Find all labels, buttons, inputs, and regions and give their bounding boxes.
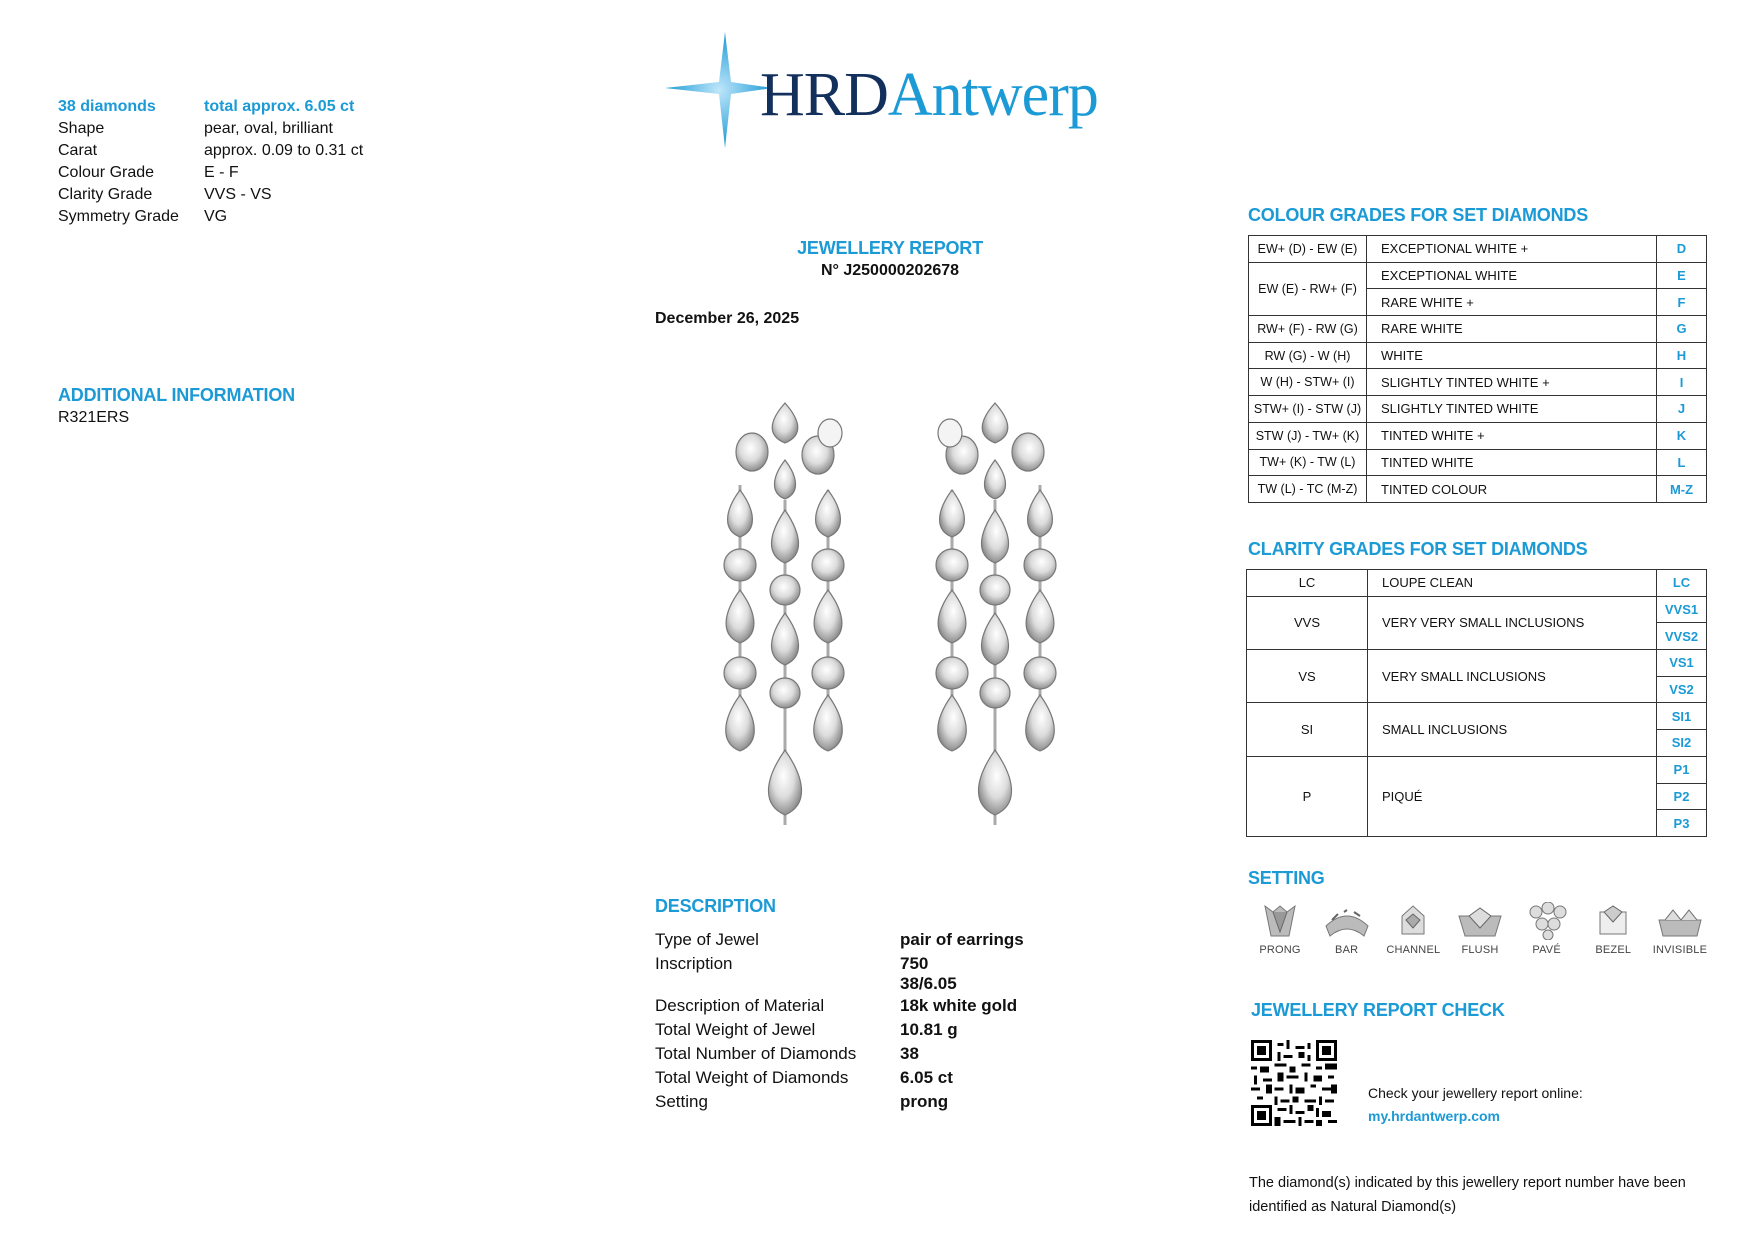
summary-key: Shape [58, 120, 105, 137]
footer-line-1: The diamond(s) indicated by this jewellery report number have been [1249, 1175, 1686, 1191]
logo-antwerp: Antwerp [887, 61, 1098, 129]
description-key: Type of Jewel [655, 930, 759, 949]
colour-name: RARE WHITE + [1367, 289, 1657, 316]
summary-key: Colour Grade [58, 164, 155, 181]
clarity-name: PIQUÉ [1368, 756, 1657, 836]
setting-label: BAR [1335, 944, 1359, 956]
clarity-code: SI2 [1657, 730, 1707, 757]
colour-code: E [1657, 262, 1707, 289]
table-row [1247, 596, 1707, 623]
colour-name: WHITE [1367, 342, 1657, 369]
colour-range: STW (J) - TW+ (K) [1249, 422, 1367, 449]
colour-code: D [1657, 236, 1707, 263]
colour-code: J [1657, 396, 1707, 423]
description-value: 6.05 ct [900, 1068, 953, 1087]
colour-name: TINTED WHITE [1367, 449, 1657, 476]
description-key: Total Weight of Diamonds [655, 1068, 849, 1087]
report-date: December 26, 2025 [655, 310, 800, 327]
summary-row [58, 206, 418, 228]
summary-row [58, 184, 418, 206]
setting-label: INVISIBLE [1652, 944, 1708, 956]
description-value: 38/6.05 [900, 974, 957, 993]
summary-key: Carat [58, 142, 98, 159]
clarity-grades-table [1246, 569, 1707, 837]
description-key: Description of Material [655, 996, 825, 1015]
colour-range: RW+ (F) - RW (G) [1249, 316, 1367, 343]
colour-code: L [1657, 449, 1707, 476]
description-value: prong [900, 1092, 949, 1111]
footer-line-2: identified as Natural Diamond(s) [1249, 1199, 1457, 1215]
logo-hrd: HRD [760, 61, 888, 129]
qr-code-icon[interactable] [1251, 1040, 1337, 1126]
pave-setting-icon [1524, 902, 1570, 940]
clarity-grades-title: CLARITY GRADES FOR SET DIAMONDS [1248, 539, 1588, 559]
table-row [1249, 422, 1707, 449]
colour-range: STW+ (I) - STW (J) [1249, 396, 1367, 423]
description-key [655, 974, 900, 994]
additional-information [58, 385, 295, 427]
setting-flush [1450, 902, 1510, 962]
description-key: Total Number of Diamonds [655, 1044, 857, 1063]
table-row [1247, 650, 1707, 677]
setting-bar [1317, 902, 1377, 962]
table-row [1249, 476, 1707, 503]
summary-value: approx. 0.09 to 0.31 ct [204, 142, 364, 159]
report-check-title: JEWELLERY REPORT CHECK [1251, 1000, 1505, 1020]
description-row [655, 1042, 1075, 1066]
description-row [655, 1066, 1075, 1090]
additional-info-value: R321ERS [58, 409, 130, 426]
table-row [1247, 756, 1707, 783]
clarity-grade: P [1247, 756, 1368, 836]
colour-name: TINTED WHITE + [1367, 422, 1657, 449]
description-row [655, 994, 1075, 1018]
clarity-name: VERY SMALL INCLUSIONS [1368, 650, 1657, 703]
colour-range: W (H) - STW+ (I) [1249, 369, 1367, 396]
bar-setting-icon [1324, 902, 1370, 940]
setting-prong [1250, 902, 1310, 962]
clarity-code: P3 [1657, 810, 1707, 837]
colour-code: M-Z [1657, 476, 1707, 503]
colour-code: G [1657, 316, 1707, 343]
clarity-grade: VVS [1247, 596, 1368, 649]
clarity-code: VS1 [1657, 650, 1707, 677]
summary-value: VVS - VS [204, 186, 272, 203]
clarity-grade: VS [1247, 650, 1368, 703]
setting-label: CHANNEL [1386, 944, 1441, 956]
description-value: 750 [900, 954, 929, 973]
clarity-code: VVS2 [1657, 623, 1707, 650]
description-row [655, 954, 1075, 974]
description-row [655, 928, 1075, 952]
setting-title: SETTING [1248, 868, 1325, 888]
description-row [655, 1018, 1075, 1042]
setting-label: BEZEL [1595, 944, 1632, 956]
colour-name: SLIGHTLY TINTED WHITE [1367, 396, 1657, 423]
bezel-setting-icon [1590, 902, 1636, 940]
summary-value: pear, oval, brilliant [204, 120, 333, 137]
description-key: Inscription [655, 954, 733, 973]
clarity-name: LOUPE CLEAN [1368, 570, 1657, 597]
colour-range: EW+ (D) - EW (E) [1249, 236, 1367, 263]
table-row [1249, 449, 1707, 476]
colour-range: TW+ (K) - TW (L) [1249, 449, 1367, 476]
report-title: JEWELLERY REPORT [797, 238, 983, 258]
setting-label: PAVÉ [1532, 944, 1561, 956]
description-value: 38 [900, 1044, 919, 1063]
table-row [1249, 369, 1707, 396]
hrd-antwerp-logo [665, 30, 1135, 150]
colour-name: RARE WHITE [1367, 316, 1657, 343]
colour-name: TINTED COLOUR [1367, 476, 1657, 503]
table-row [1249, 342, 1707, 369]
earrings-photo [700, 395, 1080, 865]
natural-diamond-statement [1249, 1171, 1719, 1219]
colour-name: EXCEPTIONAL WHITE [1367, 262, 1657, 289]
clarity-code: SI1 [1657, 703, 1707, 730]
description-title: DESCRIPTION [655, 896, 776, 916]
colour-range: EW (E) - RW+ (F) [1249, 262, 1367, 315]
check-url-link[interactable]: my.hrdantwerp.com [1368, 1108, 1500, 1124]
clarity-code: P1 [1657, 756, 1707, 783]
colour-code: H [1657, 342, 1707, 369]
clarity-name: SMALL INCLUSIONS [1368, 703, 1657, 756]
additional-info-title: ADDITIONAL INFORMATION [58, 385, 295, 405]
check-instructions: Check your jewellery report online: [1368, 1085, 1583, 1101]
setting-bezel [1583, 902, 1643, 962]
setting-invisible [1650, 902, 1710, 962]
table-row [1247, 570, 1707, 597]
flush-setting-icon [1457, 902, 1503, 940]
setting-pave [1517, 902, 1577, 962]
description-list [655, 928, 1075, 1114]
summary-row [58, 118, 418, 140]
invisible-setting-icon [1657, 902, 1703, 940]
colour-grades-title: COLOUR GRADES FOR SET DIAMONDS [1248, 205, 1589, 225]
colour-grades-table [1248, 235, 1707, 503]
diamond-count: 38 diamonds [58, 98, 156, 115]
description-key: Total Weight of Jewel [655, 1020, 816, 1039]
colour-code: K [1657, 422, 1707, 449]
setting-label: FLUSH [1461, 944, 1499, 956]
clarity-code: VS2 [1657, 676, 1707, 703]
summary-key: Symmetry Grade [58, 208, 179, 225]
description-row [655, 1090, 1075, 1114]
channel-setting-icon [1390, 902, 1436, 940]
colour-range: RW (G) - W (H) [1249, 342, 1367, 369]
table-row [1247, 703, 1707, 730]
summary-header [58, 96, 418, 118]
colour-code: F [1657, 289, 1707, 316]
clarity-grade: LC [1247, 570, 1368, 597]
colour-code: I [1657, 369, 1707, 396]
summary-value: VG [204, 208, 228, 225]
prong-setting-icon [1257, 902, 1303, 940]
description-value: pair of earrings [900, 930, 1024, 949]
description-row [655, 974, 1075, 994]
summary-value: E - F [204, 164, 239, 181]
description-value: 18k white gold [900, 996, 1018, 1015]
description-value: 10.81 g [900, 1020, 958, 1039]
clarity-grade: SI [1247, 703, 1368, 756]
setting-label: PRONG [1259, 944, 1301, 956]
description-key: Setting [655, 1092, 708, 1111]
setting-channel [1383, 902, 1443, 962]
table-row [1249, 236, 1707, 263]
summary-row [58, 162, 418, 184]
colour-name: EXCEPTIONAL WHITE + [1367, 236, 1657, 263]
report-number: N° J250000202678 [820, 262, 960, 279]
colour-range: TW (L) - TC (M-Z) [1249, 476, 1367, 503]
colour-name: SLIGHTLY TINTED WHITE + [1367, 369, 1657, 396]
clarity-code: VVS1 [1657, 596, 1707, 623]
summary-row [58, 140, 418, 162]
total-carat: total approx. 6.05 ct [204, 98, 355, 115]
table-row [1249, 396, 1707, 423]
clarity-name: VERY VERY SMALL INCLUSIONS [1368, 596, 1657, 649]
table-row [1249, 316, 1707, 343]
diamond-summary [58, 96, 418, 228]
table-row [1249, 262, 1707, 289]
clarity-code: LC [1657, 570, 1707, 597]
setting-icons [1250, 902, 1710, 962]
star-icon [665, 30, 775, 150]
summary-key: Clarity Grade [58, 186, 153, 203]
clarity-code: P2 [1657, 783, 1707, 810]
